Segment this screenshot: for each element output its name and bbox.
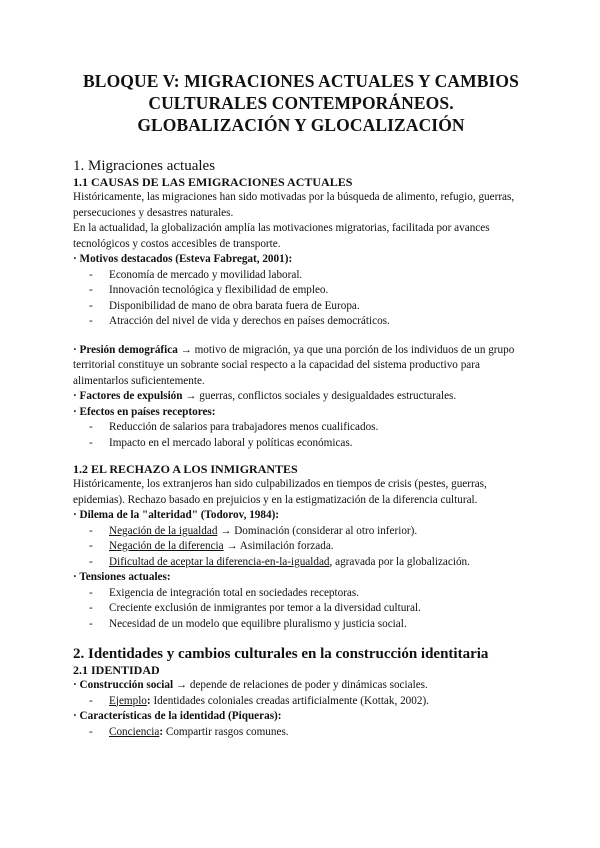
motivos-label-text: · Motivos destacados (Esteva Fabregat, 2001): [73, 253, 293, 265]
dilema-list [73, 524, 529, 571]
title-line-3: GLOBALIZACIÓN Y GLOCALIZACIÓN [137, 115, 465, 135]
presion-paragraph [73, 343, 529, 390]
list-item: - Atracción del nivel de vida y derechos en países democráticos. [73, 314, 529, 330]
section-2-heading: 2. Identidades y cambios culturales en la construcción identitaria [73, 646, 489, 662]
ejemplo-list [73, 694, 529, 710]
title-line-2: CULTURALES CONTEMPORÁNEOS. [148, 93, 454, 113]
dilema-label [73, 508, 529, 524]
underlined-term: Dificultad de aceptar la diferencia-en-la-igualdad [109, 555, 330, 568]
underlined-term: Negación de la igualdad [109, 524, 218, 537]
factores-label: · Factores de expulsión [73, 390, 183, 402]
efectos-list [73, 420, 529, 451]
motivos-list [73, 268, 529, 330]
paragraph: En la actualidad, la globalización amplía las motivaciones migratorias, facilitada por avances tecnológicos y costos accesibles de transporte. [73, 222, 490, 250]
efectos-label [73, 405, 529, 421]
colon: : [146, 694, 151, 707]
underlined-term: Conciencia [109, 725, 160, 738]
colon: : [159, 725, 164, 738]
list-item: - Innovación tecnológica y flexibilidad de empleo. [73, 283, 529, 299]
paragraph: Históricamente, los extranjeros han sido culpabilizados en tiempos de crisis (pestes, guerras, epidemias). Rechazo basado en prejuicios y en la estigmatización de la diferencia cultural. [73, 478, 487, 506]
list-item-text: → Dominación (considerar al otro inferior). [217, 524, 418, 537]
list-item [73, 725, 529, 741]
document-page [73, 70, 529, 740]
title-line-1: BLOQUE V: MIGRACIONES ACTUALES Y CAMBIOS [83, 71, 519, 91]
dilema-label-text: · Dilema de la "alteridad" (Todorov, 1984): [73, 509, 280, 521]
list-item [73, 539, 529, 555]
list-item-text: , agravada por la globalización. [329, 555, 470, 568]
tensiones-label-text: · Tensiones actuales: [73, 571, 171, 583]
list-item: - Exigencia de integración total en sociedades receptoras. [73, 586, 529, 602]
efectos-label-text: · Efectos en países receptores: [73, 405, 216, 418]
list-item [73, 555, 529, 571]
presion-label: · Presión demográfica [73, 343, 178, 356]
caracteristicas-label [73, 709, 529, 725]
factores-paragraph [73, 389, 529, 405]
construccion-text: → depende de relaciones de poder y dinámicas sociales. [173, 679, 428, 691]
caracteristicas-label-text: · Características de la identidad (Piqueras): [73, 710, 282, 722]
list-item: - Reducción de salarios para trabajadores menos cualificados. [73, 420, 529, 436]
list-item: - Disponibilidad de mano de obra barata fuera de Europa. [73, 299, 529, 315]
section-1-heading: 1. Migraciones actuales [73, 158, 216, 174]
paragraph: Históricamente, las migraciones han sido motivadas por la búsqueda de alimento, refugio, guerras, persecuciones y desastres naturales. [73, 191, 515, 219]
construccion-paragraph [73, 678, 529, 694]
section-1-1-heading: 1.1 CAUSAS DE LAS EMIGRACIONES ACTUALES [73, 175, 353, 189]
motivos-label [73, 252, 529, 268]
list-item: - Necesidad de un modelo que equilibre pluralismo y justicia social. [73, 617, 529, 633]
underlined-term: Negación de la diferencia [109, 540, 224, 552]
list-item-text: Identidades coloniales creadas artificialmente (Kottak, 2002). [150, 694, 429, 707]
list-item: - Impacto en el mercado laboral y políticas económicas. [73, 436, 529, 452]
list-item [73, 524, 529, 540]
list-item: - Economía de mercado y movilidad laboral. [73, 268, 529, 284]
list-item: - Creciente exclusión de inmigrantes por temor a la diversidad cultural. [73, 601, 529, 617]
factores-text: → guerras, conflictos sociales y desigualdades estructurales. [182, 390, 457, 402]
document-title [73, 70, 529, 136]
list-item-text: → Asimilación forzada. [223, 540, 334, 552]
tensiones-label [73, 570, 529, 586]
caracteristicas-list [73, 725, 529, 741]
section-2-1-heading: 2.1 IDENTIDAD [73, 663, 160, 677]
construccion-label: · Construcción social [73, 679, 174, 691]
list-item-text: Compartir rasgos comunes. [163, 725, 289, 738]
underlined-term: Ejemplo [109, 694, 147, 707]
list-item [73, 694, 529, 710]
presion-text: → motivo de migración, ya que una porción de los individuos de un grupo territorial constituye un sobrante social respecto a la capacidad del sistema productivo para alimentarlos suficientemente. [73, 343, 515, 387]
section-1-2-heading: 1.2 EL RECHAZO A LOS INMIGRANTES [73, 462, 298, 476]
tensiones-list [73, 586, 529, 633]
